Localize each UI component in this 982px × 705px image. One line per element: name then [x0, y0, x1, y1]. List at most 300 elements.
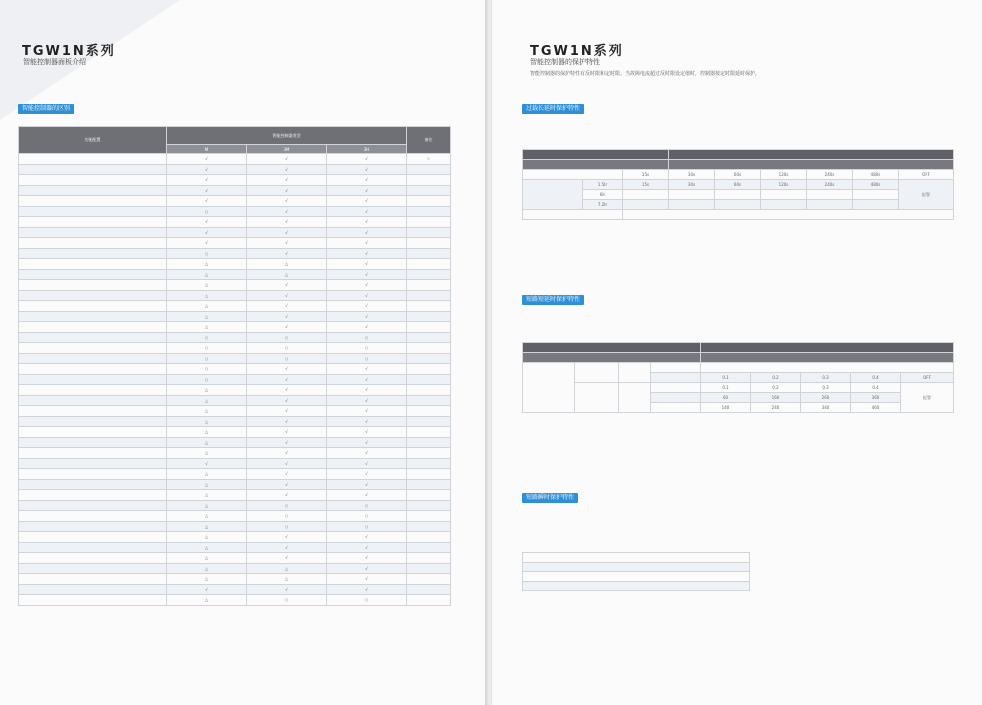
note-cell — [407, 290, 451, 301]
type-3m-cell: √ — [247, 553, 327, 564]
type-3m-cell: √ — [247, 532, 327, 543]
type-m-cell: √ — [167, 154, 247, 165]
type-m-cell: ○ — [167, 343, 247, 354]
function-name — [19, 175, 167, 186]
type-3h-cell: √ — [327, 532, 407, 543]
type-3m-cell: √ — [247, 416, 327, 427]
type-3h-cell: ○ — [327, 521, 407, 532]
function-name — [19, 217, 167, 228]
function-name — [19, 437, 167, 448]
note-cell — [407, 595, 451, 606]
type-m-cell: △ — [167, 521, 247, 532]
type-3h-cell: √ — [327, 238, 407, 249]
table-row — [19, 154, 451, 165]
note-cell — [407, 280, 451, 291]
type-m-cell: ○ — [167, 206, 247, 217]
note-cell — [407, 164, 451, 175]
function-name — [19, 185, 167, 196]
table-row — [19, 311, 451, 322]
function-name — [19, 490, 167, 501]
table-row — [19, 406, 451, 417]
note-cell — [407, 364, 451, 375]
long-head2-label — [523, 160, 669, 170]
table-row — [19, 385, 451, 396]
type-3m-cell: √ — [247, 175, 327, 186]
type-m-cell: △ — [167, 479, 247, 490]
type-3h-cell: √ — [327, 553, 407, 564]
note-cell — [407, 259, 451, 270]
short-cell: 460 — [851, 403, 901, 413]
table-row — [19, 259, 451, 270]
long-time-cell: 30s — [669, 170, 715, 180]
type-m-cell: △ — [167, 311, 247, 322]
short-head2-label — [523, 353, 701, 363]
col-note: 备注 — [407, 127, 451, 154]
function-name — [19, 406, 167, 417]
type-3h-cell: √ — [327, 259, 407, 270]
function-name — [19, 154, 167, 165]
function-name — [19, 259, 167, 270]
col-function: 功能配置 — [19, 127, 167, 154]
function-name — [19, 385, 167, 396]
short-action-label — [523, 363, 575, 413]
type-m-cell: √ — [167, 217, 247, 228]
table-row — [19, 437, 451, 448]
book-gutter — [485, 0, 492, 705]
function-name — [19, 280, 167, 291]
function-name — [19, 332, 167, 343]
section-tag-short: 短路短延时保护特性 — [522, 295, 584, 305]
type-3h-cell: √ — [327, 175, 407, 186]
type-3h-cell: √ — [327, 542, 407, 553]
type-3h-cell: √ — [327, 364, 407, 375]
note-cell — [407, 490, 451, 501]
type-m-cell: ○ — [167, 332, 247, 343]
note-cell — [407, 343, 451, 354]
long-cell — [669, 190, 715, 200]
function-name — [19, 238, 167, 249]
type-m-cell: △ — [167, 269, 247, 280]
type-3h-cell: √ — [327, 437, 407, 448]
type-3h-cell: √ — [327, 574, 407, 585]
long-cell: 15s — [623, 180, 669, 190]
table-row — [19, 427, 451, 438]
note-cell — [407, 448, 451, 459]
type-3m-cell: √ — [247, 301, 327, 312]
table-row — [19, 595, 451, 606]
long-time-cell: 240s — [807, 170, 853, 180]
type-3m-cell: ○ — [247, 332, 327, 343]
short-ir-range — [575, 363, 619, 383]
note-cell — [407, 227, 451, 238]
type-m-cell: √ — [167, 238, 247, 249]
function-name — [19, 248, 167, 259]
table-row — [19, 164, 451, 175]
note-cell — [407, 532, 451, 543]
function-name — [19, 353, 167, 364]
table-row — [19, 479, 451, 490]
long-head1-label — [523, 150, 669, 160]
table-row — [19, 563, 451, 574]
long-cell — [715, 190, 761, 200]
table-row — [19, 227, 451, 238]
short-cell: 0.3 — [801, 373, 851, 383]
long-cell — [761, 190, 807, 200]
table-row — [19, 553, 451, 564]
note-cell — [407, 185, 451, 196]
type-3m-cell: ○ — [247, 595, 327, 606]
type-3h-cell: √ — [327, 290, 407, 301]
type-3h-cell: √ — [327, 196, 407, 207]
type-m-cell: △ — [167, 301, 247, 312]
short-cell: 0.2 — [751, 373, 801, 383]
note-cell — [407, 385, 451, 396]
type-3m-cell: √ — [247, 364, 327, 375]
function-name — [19, 416, 167, 427]
table-row — [19, 185, 451, 196]
type-3h-cell: √ — [327, 301, 407, 312]
type-m: M — [167, 145, 247, 154]
note-cell — [407, 311, 451, 322]
note-cell — [407, 322, 451, 333]
function-name — [19, 395, 167, 406]
note-cell — [407, 248, 451, 259]
type-m-cell: △ — [167, 511, 247, 522]
short-char-label — [651, 363, 701, 373]
type-3m-cell: √ — [247, 584, 327, 595]
type-3m-cell: √ — [247, 395, 327, 406]
type-3h-cell: ○ — [327, 343, 407, 354]
type-m-cell: √ — [167, 185, 247, 196]
type-3m-cell: ○ — [247, 511, 327, 522]
type-3m-cell: √ — [247, 542, 327, 553]
type-3m-cell: △ — [247, 269, 327, 280]
note-cell — [407, 574, 451, 585]
note-cell — [407, 301, 451, 312]
type-3h-cell: √ — [327, 458, 407, 469]
type-3h-cell: √ — [327, 406, 407, 417]
long-cell — [669, 200, 715, 210]
long-action-label — [523, 180, 583, 210]
table-row — [19, 175, 451, 186]
long-time-label — [523, 170, 623, 180]
type-3m-cell: √ — [247, 206, 327, 217]
short-cell: 240 — [751, 403, 801, 413]
short-cell: 60 — [701, 393, 751, 403]
type-3h-cell: √ — [327, 164, 407, 175]
type-3h-cell: ○ — [327, 332, 407, 343]
long-head1-value — [669, 150, 954, 160]
short-cell: 0.4 — [851, 373, 901, 383]
type-3h-cell: √ — [327, 185, 407, 196]
type-3m-cell: △ — [247, 574, 327, 585]
inst-row — [523, 553, 750, 563]
table-row — [19, 290, 451, 301]
short-alarm: 报警 — [901, 383, 954, 413]
short-cell: 0.1 — [701, 383, 751, 393]
note-cell — [407, 238, 451, 249]
long-cell — [807, 190, 853, 200]
function-table — [18, 126, 451, 606]
function-name — [19, 301, 167, 312]
type-3h-cell: √ — [327, 469, 407, 480]
note-cell — [407, 395, 451, 406]
function-name — [19, 206, 167, 217]
table-row — [19, 511, 451, 522]
long-cell: 7.2Ir — [583, 200, 623, 210]
type-m-cell: △ — [167, 406, 247, 417]
table-row — [19, 343, 451, 354]
table-row — [19, 532, 451, 543]
short-cell: 140 — [701, 403, 751, 413]
note-cell — [407, 374, 451, 385]
type-m-cell: √ — [167, 458, 247, 469]
table-row — [19, 500, 451, 511]
table-row — [19, 217, 451, 228]
long-time-cell: 480s — [853, 170, 899, 180]
type-m-cell: △ — [167, 563, 247, 574]
note-cell — [407, 206, 451, 217]
type-3h-cell: √ — [327, 280, 407, 291]
type-m-cell: ○ — [167, 353, 247, 364]
type-3h-cell: √ — [327, 563, 407, 574]
page-title: TGW1N系列 — [22, 44, 116, 59]
note-cell — [407, 427, 451, 438]
function-name — [19, 479, 167, 490]
type-3m-cell: √ — [247, 164, 327, 175]
short-def-label — [619, 383, 651, 413]
type-3h: 3H — [327, 145, 407, 154]
note-cell — [407, 332, 451, 343]
note-cell — [407, 584, 451, 595]
type-3h-cell: √ — [327, 395, 407, 406]
function-name — [19, 532, 167, 543]
type-3m: 3M — [247, 145, 327, 154]
left-page — [0, 0, 485, 705]
function-name — [19, 427, 167, 438]
type-m-cell: △ — [167, 437, 247, 448]
short-cell: 0.3 — [801, 383, 851, 393]
type-3h-cell: √ — [327, 206, 407, 217]
note-cell: ☆ — [407, 154, 451, 165]
function-name — [19, 542, 167, 553]
long-cell: 30s — [669, 180, 715, 190]
short-cell: 340 — [801, 403, 851, 413]
inst-row — [523, 572, 750, 582]
function-name — [19, 595, 167, 606]
note-cell — [407, 479, 451, 490]
short-head1-value — [701, 343, 954, 353]
note-cell — [407, 458, 451, 469]
type-3h-cell: √ — [327, 385, 407, 396]
note-cell — [407, 553, 451, 564]
table-row — [19, 448, 451, 459]
type-3m-cell: √ — [247, 154, 327, 165]
long-cell: 1.5Ir — [583, 180, 623, 190]
long-cell: 60s — [715, 180, 761, 190]
note-cell — [407, 542, 451, 553]
type-m-cell: √ — [167, 164, 247, 175]
short-head2-value — [701, 353, 954, 363]
long-cell: 240s — [807, 180, 853, 190]
table-row — [19, 301, 451, 312]
function-name — [19, 511, 167, 522]
long-time-cell: 60s — [715, 170, 761, 180]
function-name — [19, 458, 167, 469]
type-3m-cell: √ — [247, 406, 327, 417]
function-name — [19, 269, 167, 280]
long-cell: 120s — [761, 180, 807, 190]
type-m-cell: △ — [167, 427, 247, 438]
function-name — [19, 500, 167, 511]
function-name — [19, 521, 167, 532]
type-3h-cell: √ — [327, 416, 407, 427]
type-3m-cell: √ — [247, 290, 327, 301]
type-m-cell: △ — [167, 395, 247, 406]
type-3h-cell: √ — [327, 269, 407, 280]
function-name — [19, 469, 167, 480]
long-time-cell: 15s — [623, 170, 669, 180]
type-3m-cell: √ — [247, 280, 327, 291]
function-name — [19, 322, 167, 333]
long-return-label — [523, 210, 623, 220]
long-return-value — [623, 210, 954, 220]
short-cell: 360 — [851, 393, 901, 403]
type-3m-cell: √ — [247, 322, 327, 333]
function-name — [19, 574, 167, 585]
type-3m-cell: ○ — [247, 521, 327, 532]
long-cell: 480s — [853, 180, 899, 190]
table-row — [19, 574, 451, 585]
type-m-cell: △ — [167, 553, 247, 564]
long-cell — [853, 190, 899, 200]
type-3h-cell: √ — [327, 311, 407, 322]
page-subtitle: 智能控制器的保护特性 — [530, 58, 600, 66]
note-cell — [407, 437, 451, 448]
type-3m-cell: √ — [247, 448, 327, 459]
table-row — [19, 196, 451, 207]
type-m-cell: △ — [167, 469, 247, 480]
page-subtitle: 智能控制器面板介绍 — [23, 58, 86, 66]
type-3m-cell: √ — [247, 374, 327, 385]
instant-table — [522, 552, 750, 591]
table-row — [19, 238, 451, 249]
note-cell — [407, 521, 451, 532]
intro-text: 智能控制器的保护特性有反时限和定时限。当故障电流超过反时限设定值时，控制器按定时限延时保护。 — [530, 71, 761, 77]
function-name — [19, 448, 167, 459]
function-name — [19, 196, 167, 207]
type-3h-cell: ○ — [327, 595, 407, 606]
section-tag: 智能控制器的区别 — [18, 104, 74, 114]
long-delay-table — [522, 149, 954, 220]
table-row — [19, 206, 451, 217]
table-row — [19, 280, 451, 291]
type-m-cell: √ — [167, 227, 247, 238]
note-cell — [407, 416, 451, 427]
type-m-cell: △ — [167, 500, 247, 511]
type-m-cell: △ — [167, 322, 247, 333]
type-m-cell: ○ — [167, 248, 247, 259]
function-name — [19, 164, 167, 175]
col-type: 智能控制器类型 — [167, 127, 407, 145]
type-m-cell: √ — [167, 196, 247, 207]
type-3m-cell: √ — [247, 196, 327, 207]
function-name — [19, 311, 167, 322]
type-3h-cell: √ — [327, 448, 407, 459]
table-row — [19, 353, 451, 364]
type-m-cell: △ — [167, 490, 247, 501]
function-name — [19, 227, 167, 238]
table-row — [19, 332, 451, 343]
long-cell — [623, 200, 669, 210]
long-cell — [761, 200, 807, 210]
type-3h-cell: √ — [327, 227, 407, 238]
table-row — [19, 364, 451, 375]
type-m-cell: △ — [167, 280, 247, 291]
type-3h-cell: √ — [327, 217, 407, 228]
type-3h-cell: √ — [327, 322, 407, 333]
long-head2-value — [669, 160, 954, 170]
type-3m-cell: √ — [247, 479, 327, 490]
short-cell: 260 — [801, 393, 851, 403]
type-3m-cell: △ — [247, 259, 327, 270]
function-name — [19, 584, 167, 595]
note-cell — [407, 500, 451, 511]
table-row — [19, 322, 451, 333]
long-cell — [807, 200, 853, 210]
type-m-cell: ○ — [167, 364, 247, 375]
type-3h-cell: ○ — [327, 353, 407, 364]
function-name — [19, 364, 167, 375]
type-3m-cell: √ — [247, 385, 327, 396]
type-3m-cell: ○ — [247, 353, 327, 364]
note-cell — [407, 175, 451, 186]
type-m-cell: √ — [167, 584, 247, 595]
note-cell — [407, 217, 451, 228]
type-3h-cell: √ — [327, 479, 407, 490]
type-3m-cell: √ — [247, 185, 327, 196]
note-cell — [407, 563, 451, 574]
type-3h-cell: √ — [327, 154, 407, 165]
type-3h-cell: ○ — [327, 511, 407, 522]
type-m-cell: △ — [167, 574, 247, 585]
type-3m-cell: √ — [247, 217, 327, 228]
note-cell — [407, 353, 451, 364]
short-cell: 160 — [751, 393, 801, 403]
function-name — [19, 374, 167, 385]
long-cell: 6Ir — [583, 190, 623, 200]
table-row — [19, 395, 451, 406]
section-tag-long: 过载长延时保护特性 — [522, 104, 584, 114]
table-row — [19, 248, 451, 259]
function-name — [19, 290, 167, 301]
type-m-cell: △ — [167, 532, 247, 543]
type-3m-cell: √ — [247, 458, 327, 469]
long-time-off: OFF — [899, 170, 954, 180]
table-row — [19, 416, 451, 427]
type-m-cell: △ — [167, 290, 247, 301]
note-cell — [407, 196, 451, 207]
function-name — [19, 343, 167, 354]
type-3m-cell: √ — [247, 427, 327, 438]
note-cell — [407, 406, 451, 417]
function-name — [19, 553, 167, 564]
type-3m-cell: △ — [247, 563, 327, 574]
type-3h-cell: √ — [327, 248, 407, 259]
type-3m-cell: ○ — [247, 343, 327, 354]
inst-row — [523, 581, 750, 591]
table-row — [19, 269, 451, 280]
